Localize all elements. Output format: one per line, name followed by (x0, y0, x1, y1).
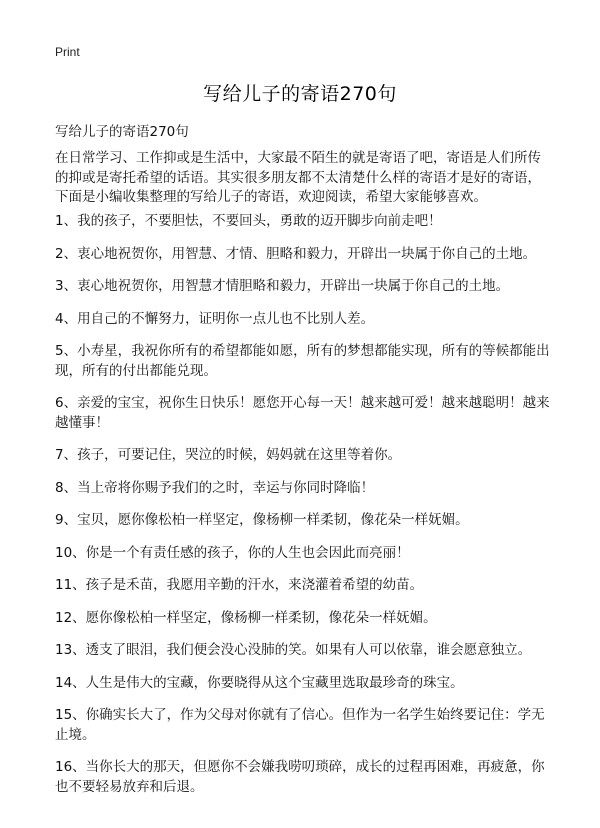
document-subtitle: 写给儿子的寄语270句 (55, 124, 189, 140)
list-item: 7、孩子，可要记住，哭泣的时候，妈妈就在这里等着你。 (55, 447, 402, 463)
list-item: 14、人生是伟大的宝藏，你要晓得从这个宝藏里选取最珍奇的珠宝。 (55, 674, 464, 691)
list-item: 15、你确实长大了，作为父母对你就有了信心。但作为一名学生始终要记住：学无止境。 (55, 707, 545, 743)
list-item: 1、我的孩子，不要胆怯，不要回头，勇敢的迈开脚步向前走吧！ (55, 213, 442, 229)
document-title: 写给儿子的寄语270句 (203, 83, 397, 105)
print-link[interactable]: Print (55, 45, 80, 59)
list-item: 2、衷心地祝贺你，用智慧、才情、胆略和毅力，开辟出一块属于你自己的土地。 (55, 245, 537, 262)
list-item: 10、你是一个有责任感的孩子，你的人生也会因此而亮丽！ (55, 544, 410, 561)
list-item: 13、透支了眼泪，我们便会没心没肺的笑。如果有人可以依靠，谁会愿意独立。 (55, 642, 532, 658)
intro-paragraph: 在日常学习、工作抑或是生活中，大家最不陌生的就是寄语了吧，寄语是人们所传的抑或是寄托希望的话语。其实很多朋友都不太清楚什么样的寄语才是好的寄语，下面是小编收集整理的写给儿子的寄语，欢迎阅读，希望大家能够喜欢。 (55, 150, 541, 205)
list-item: 5、小寿星，我祝你所有的希望都能如愿，所有的梦想都能实现，所有的等候都能出现，所有的付出都能兑现。 (55, 343, 550, 379)
list-item: 16、当你长大的那天，但愿你不会嫌我唠叨琐碎，成长的过程再困难，再疲惫，你也不要轻易放弃和后退。 (55, 759, 545, 795)
list-item: 4、用自己的不懈努力，证明你一点儿也不比别人差。 (55, 310, 375, 327)
list-item: 9、宝贝，愿你像松柏一样坚定，像杨柳一样柔韧，像花朵一样妩媚。 (55, 512, 469, 528)
list-item: 3、衷心地祝贺你，用智慧才情胆略和毅力，开辟出一块属于你自己的土地。 (55, 278, 510, 294)
list-item: 12、愿你像松柏一样坚定，像杨柳一样柔韧，像花朵一样妩媚。 (55, 609, 437, 626)
blessing-list (55, 212, 553, 810)
list-item: 8、当上帝将你赐予我们的之时，幸运与你同时降临！ (55, 479, 375, 496)
list-item: 6、亲爱的宝宝，祝你生日快乐！愿您开心每一天！越来越可爱！越来越聪明！越来越懂事！ (55, 395, 550, 431)
list-item: 11、孩子是禾苗，我愿用辛勤的汗水，来浇灌着希望的幼苗。 (55, 577, 424, 593)
